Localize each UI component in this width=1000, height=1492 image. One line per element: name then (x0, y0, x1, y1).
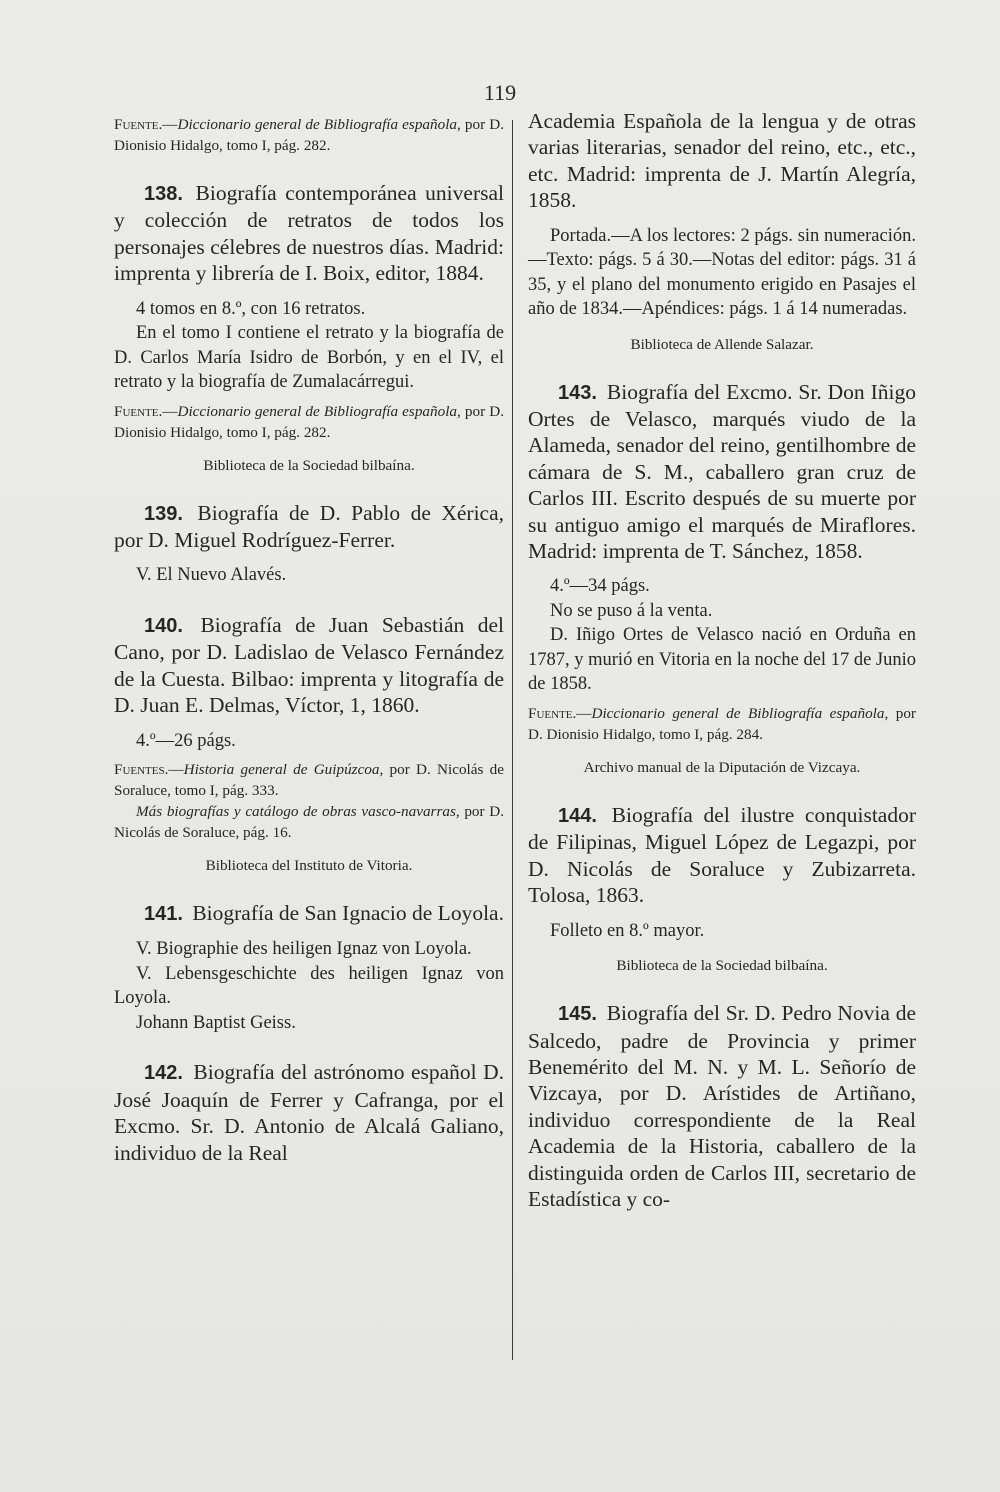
entry-title: Biografía del Excmo. Sr. Don Iñigo Ortes de Velasco, marqués viudo de la Alameda, senador del reino, gentilhombre de cámara de S. M., caballero gran cruz de Carlos III. Escrito después de su muerte por su antiguo amigo el marqués de Miraflores. Madrid: imprenta de T. Sánchez, 1858. (528, 379, 916, 564)
entry-number: 144. (558, 804, 597, 827)
entry-141 (114, 900, 504, 927)
source-label: Fuente.— (114, 116, 178, 133)
entry-continuation: Academia Española de la lengua y de otras varias literarias, senador del reino, etc., etc., etc. Madrid: imprenta de J. Martín Alegría, 1858. (528, 109, 916, 213)
entry-number: 143. (558, 381, 597, 404)
library-location: Biblioteca del Instituto de Vitoria. (205, 857, 413, 875)
entry-note: 4.º—26 págs. (136, 730, 236, 751)
entry-number: 141. (144, 903, 183, 926)
source-detail: por D. Nicolás de Soraluce, tomo I, pág. 333. (114, 761, 504, 800)
left-column (114, 108, 504, 1166)
entry-note: 4 tomos en 8.º, con 16 retratos. (136, 298, 366, 319)
right-column (528, 108, 916, 1212)
source-detail: por D. Dionisio Hidalgo, tomo I, pág. 284. (528, 704, 916, 743)
source-title: Diccionario general de Bibliografía española, (591, 704, 889, 722)
entry-note: Folleto en 8.º mayor. (550, 920, 705, 941)
entry-title: Biografía del Sr. D. Pedro Novia de Salcedo, padre de Provincia y primer Benemérito del M. N. y M. L. Señorío de Vizcaya, por D. Arístides de Artiñano, individuo correspondiente de la Real Academia de la Historia, caballero de la distinguida orden de Carlos III, secretario de Estadística y co- (528, 1001, 916, 1211)
source-detail: por D. Nicolás de Soraluce, pág. 16. (114, 803, 504, 842)
entry-number: 145. (558, 1003, 597, 1026)
source-label: Fuente.— (528, 704, 592, 722)
source-label: Fuentes.— (114, 761, 184, 779)
source-title: Más biografías y catálogo de obras vasco-navarras, (136, 803, 460, 821)
entry-title: Biografía de D. Pablo de Xérica, por D. Miguel Rodríguez-Ferrer. (114, 500, 505, 553)
entry-number: 138. (144, 183, 183, 205)
library-location: Archivo manual de la Diputación de Vizcaya. (583, 758, 861, 776)
entry-note: V. Lebensgeschichte des heiligen Ignaz von Loyola. (114, 963, 504, 1009)
source-label: Fuente.— (114, 402, 178, 420)
entry-title: Biografía contemporánea universal y colección de retratos de todos los personajes célebres de nuestros días. Madrid: imprenta y librería de I. Boix, editor, 1884. (114, 181, 504, 286)
entry-143 (528, 379, 916, 565)
entry-140 (114, 612, 504, 719)
source-note (528, 703, 916, 745)
entry-note: D. Iñigo Ortes de Velasco nació en Orduña en 1787, y murió en Vitoria en la noche del 17 de Junio de 1858. (528, 625, 916, 695)
entry-145 (528, 1000, 916, 1212)
entry-title: Biografía de San Ignacio de Loyola. (192, 901, 504, 926)
library-location: Biblioteca de la Sociedad bilbaína. (616, 957, 828, 975)
source-detail: por D. Dionisio Hidalgo, tomo I, pág. 282. (114, 116, 504, 154)
page-number: 119 (483, 80, 517, 105)
entry-note: 4.º—34 págs. (550, 576, 650, 597)
source-title: Historia general de Guipúzcoa, (183, 761, 384, 779)
entry-note: V. El Nuevo Alavés. (136, 565, 287, 586)
source-note (114, 401, 504, 443)
source-note (114, 114, 504, 156)
entry-title: Biografía de Juan Sebastián del Cano, por D. Ladislao de Velasco Fernández de la Cuesta. Bilbao: imprenta y litografía de D. Juan E. Delmas, Víctor, 1, 1860. (114, 612, 504, 718)
entry-note: En el tomo I contiene el retrato y la biografía de D. Carlos María Isidro de Borbón, y en el IV, el retrato y la biografía de Zumalacárregui. (114, 323, 504, 393)
entry-138 (114, 180, 504, 287)
entry-note: V. Biographie des heiligen Ignaz von Loyola. (136, 939, 472, 960)
entry-142 (114, 1059, 504, 1166)
entry-139 (114, 500, 504, 554)
entry-number: 142. (144, 1062, 183, 1085)
source-title: Diccionario general de Bibliografía española, (177, 402, 461, 420)
library-location: Biblioteca de Allende Salazar. (630, 335, 814, 353)
entry-144 (528, 802, 916, 909)
entry-title: Biografía del ilustre conquistador de Filipinas, Miguel López de Legazpi, por D. Nicolás de Soraluce y Zubizarreta. Tolosa, 1863. (528, 802, 916, 908)
column-divider (512, 120, 513, 1360)
library-location: Biblioteca de la Sociedad bilbaína. (203, 456, 415, 474)
source-note (114, 759, 504, 801)
source-detail: por D. Dionisio Hidalgo, tomo I, pág. 282. (114, 402, 504, 441)
source-note (114, 801, 504, 843)
entry-note: Portada.—A los lectores: 2 págs. sin numeración.—Texto: págs. 5 á 30.—Notas del editor: págs. 31 á 35, y el plano del monumento erigido en Pasajes el año de 1834.—Apéndices: págs. 1 á 14 numeradas. (528, 225, 916, 320)
entry-number: 139. (144, 502, 183, 525)
entry-note: No se puso á la venta. (550, 600, 713, 621)
entry-number: 140. (144, 614, 183, 637)
source-title: Diccionario general de Bibliografía española, (177, 116, 461, 133)
entry-title: Biografía del astrónomo español D. José Joaquín de Ferrer y Cafranga, por el Excmo. Sr. D. Antonio de Alcalá Galiano, individuo de la Real (114, 1060, 504, 1165)
entry-note: Johann Baptist Geiss. (136, 1012, 296, 1033)
